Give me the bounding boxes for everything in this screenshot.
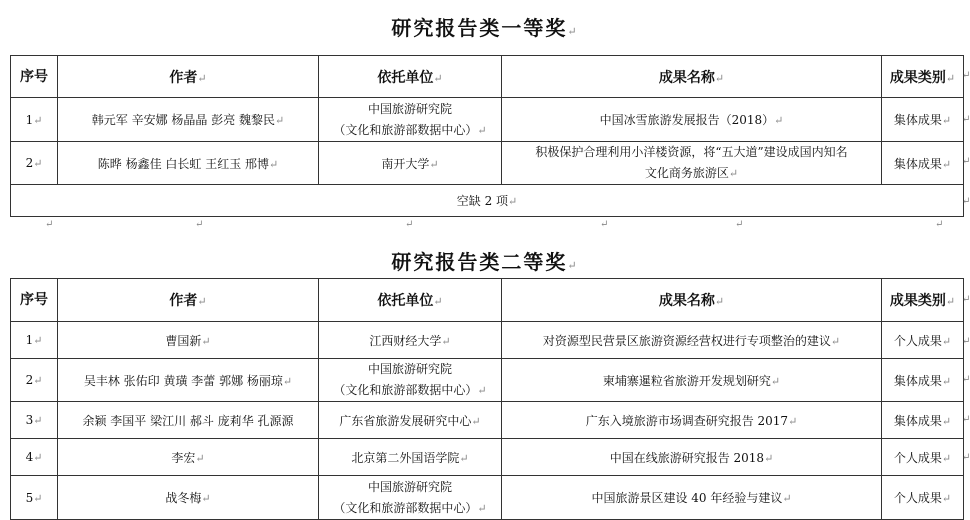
- header-author: 作者↵: [58, 279, 319, 322]
- row-no: 2↵: [11, 359, 58, 402]
- row-name: 中国冰雪旅游发展报告（2018）↵: [502, 98, 882, 142]
- right-paragraph-mark: ↵: [962, 156, 970, 167]
- vacancy-note: 空缺 2 项↵: [11, 185, 964, 217]
- row-name: 积极保护合理利用小洋楼资源，将“五大道”建设成国内知名 文化商务旅游区↵: [502, 142, 882, 185]
- row-unit: 中国旅游研究院 （文化和旅游部数据中心）↵: [319, 476, 502, 520]
- right-paragraph-mark: ↵: [962, 336, 970, 347]
- row-category: 集体成果↵: [882, 98, 964, 142]
- row-unit: 中国旅游研究院 （文化和旅游部数据中心）↵: [319, 359, 502, 402]
- row-no: 5↵: [11, 476, 58, 520]
- row-category: 集体成果↵: [882, 142, 964, 185]
- row-no: 3↵: [11, 402, 58, 439]
- table-row: [11, 359, 964, 402]
- header-unit: 依托单位↵: [319, 56, 502, 98]
- header-name: 成果名称↵: [502, 56, 882, 98]
- header-category: 成果类别↵: [882, 56, 964, 98]
- row-authors: 韩元军 辛安娜 杨晶晶 彭亮 魏黎民↵: [58, 98, 319, 142]
- header-category: 成果类别↵: [882, 279, 964, 322]
- row-category: 集体成果↵: [882, 359, 964, 402]
- row-category: 个人成果↵: [882, 476, 964, 520]
- row-name: 中国在线旅游研究报告 2018↵: [502, 439, 882, 476]
- header-seq: 序号: [11, 56, 58, 98]
- row-category: 个人成果↵: [882, 322, 964, 359]
- row-no: 2↵: [11, 142, 58, 185]
- row-no: 1↵: [11, 98, 58, 142]
- right-paragraph-mark: ↵: [962, 196, 970, 207]
- table-row: [11, 476, 964, 520]
- row-unit: 北京第二外国语学院↵: [319, 439, 502, 476]
- row-name: 柬埔寨暹粒省旅游开发规划研究↵: [502, 359, 882, 402]
- section2-title: 研究报告类二等奖↵: [391, 250, 579, 274]
- row-authors: 余颖 李国平 梁江川 郝斗 庞莉华 孔源源: [58, 402, 319, 439]
- row-no: 1↵: [11, 322, 58, 359]
- row-name: 中国旅游景区建设 40 年经验与建议↵: [502, 476, 882, 520]
- right-paragraph-mark: ↵: [962, 294, 970, 305]
- row-unit: 中国旅游研究院 （文化和旅游部数据中心）↵: [319, 98, 502, 142]
- right-paragraph-mark: ↵: [962, 70, 970, 81]
- row-name: 广东入境旅游市场调查研究报告 2017↵: [502, 402, 882, 439]
- row-category: 个人成果↵: [882, 439, 964, 476]
- table-header-row: [11, 56, 964, 98]
- table-header-row: [11, 279, 964, 322]
- right-paragraph-mark: ↵: [962, 114, 970, 125]
- header-seq: 序号: [11, 279, 58, 322]
- row-authors: 曹国新↵: [58, 322, 319, 359]
- table-row: [11, 322, 964, 359]
- right-paragraph-mark: ↵: [962, 452, 970, 463]
- row-name: 对资源型民营景区旅游资源经营权进行专项整治的建议↵: [502, 322, 882, 359]
- header-name: 成果名称↵: [502, 279, 882, 322]
- table-row: [11, 402, 964, 439]
- row-authors: 李宏↵: [58, 439, 319, 476]
- row-authors: 陈晔 杨鑫佳 白长虹 王红玉 邢博↵: [58, 142, 319, 185]
- row-authors: 战冬梅↵: [58, 476, 319, 520]
- table-footer-row: [11, 185, 964, 217]
- row-unit: 广东省旅游发展研究中心↵: [319, 402, 502, 439]
- row-no: 4↵: [11, 439, 58, 476]
- header-author: 作者↵: [58, 56, 319, 98]
- award-table-first: [10, 55, 964, 217]
- header-unit: 依托单位↵: [319, 279, 502, 322]
- table-row: [11, 439, 964, 476]
- row-category: 集体成果↵: [882, 402, 964, 439]
- row-authors: 吴丰林 张佑印 黄璜 李蕾 郭娜 杨丽琼↵: [58, 359, 319, 402]
- table-row: [11, 142, 964, 185]
- section1-title: 研究报告类一等奖↵: [391, 16, 579, 40]
- award-table-second: [10, 278, 964, 520]
- right-paragraph-mark: ↵: [962, 374, 970, 385]
- row-unit: 江西财经大学↵: [319, 322, 502, 359]
- row-unit: 南开大学↵: [319, 142, 502, 185]
- right-paragraph-mark: ↵: [962, 414, 970, 425]
- table-row: [11, 98, 964, 142]
